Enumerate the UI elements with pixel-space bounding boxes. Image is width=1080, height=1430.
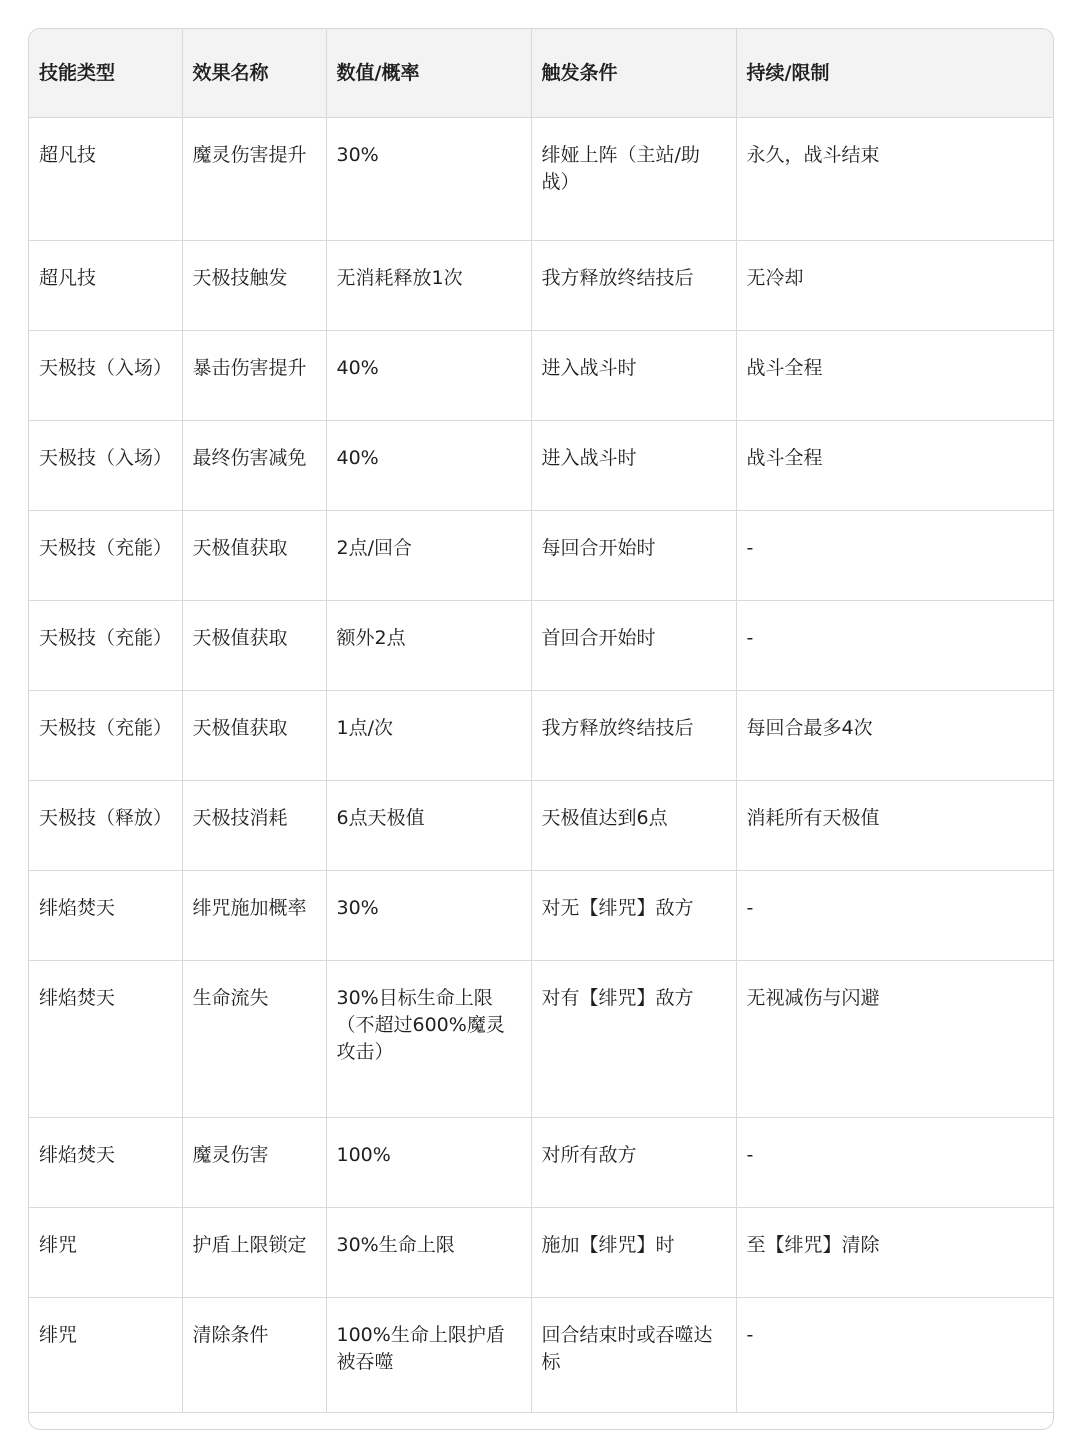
cell-trigger: 绯娅上阵（主站/助战） (531, 118, 736, 241)
cell-trigger: 我方释放终结技后 (531, 691, 736, 781)
cell-trigger: 施加【绯咒】时 (531, 1208, 736, 1298)
cell-value: 40% (326, 421, 531, 511)
cell-effect-name: 绯咒施加概率 (182, 871, 326, 961)
cell-effect-name: 生命流失 (182, 961, 326, 1118)
cell-duration: 消耗所有天极值 (736, 781, 1053, 871)
cell-effect-name: 魔灵伤害 (182, 1118, 326, 1208)
cell-skill-type: 天极技（入场） (29, 331, 182, 421)
cell-skill-type: 超凡技 (29, 241, 182, 331)
cell-trigger: 首回合开始时 (531, 601, 736, 691)
cell-duration: 每回合最多4次 (736, 691, 1053, 781)
cell-effect-name: 天极值获取 (182, 691, 326, 781)
cell-value: 30% (326, 118, 531, 241)
cell-effect-name: 天极技消耗 (182, 781, 326, 871)
cell-value: 30%生命上限 (326, 1208, 531, 1298)
table-row (29, 1298, 1053, 1413)
header-trigger: 触发条件 (531, 29, 736, 118)
cell-duration: - (736, 1118, 1053, 1208)
cell-duration: - (736, 601, 1053, 691)
header-duration-limit: 持续/限制 (736, 29, 1053, 118)
cell-skill-type: 天极技（充能） (29, 691, 182, 781)
cell-skill-type: 绯焰焚天 (29, 871, 182, 961)
cell-trigger: 每回合开始时 (531, 511, 736, 601)
cell-value: 额外2点 (326, 601, 531, 691)
header-skill-type: 技能类型 (29, 29, 182, 118)
table-row (29, 331, 1053, 421)
skill-table-container (28, 28, 1054, 1430)
table-row (29, 511, 1053, 601)
table-row (29, 118, 1053, 241)
cell-trigger: 天极值达到6点 (531, 781, 736, 871)
cell-skill-type: 天极技（充能） (29, 511, 182, 601)
cell-trigger: 进入战斗时 (531, 421, 736, 511)
cell-skill-type: 天极技（释放） (29, 781, 182, 871)
skill-effects-table (29, 29, 1053, 1413)
cell-value: 无消耗释放1次 (326, 241, 531, 331)
cell-value: 100% (326, 1118, 531, 1208)
cell-effect-name: 天极值获取 (182, 511, 326, 601)
header-value-rate: 数值/概率 (326, 29, 531, 118)
cell-value: 6点天极值 (326, 781, 531, 871)
cell-value: 100%生命上限护盾被吞噬 (326, 1298, 531, 1413)
cell-effect-name: 天极技触发 (182, 241, 326, 331)
cell-skill-type: 绯焰焚天 (29, 1118, 182, 1208)
cell-duration: 无视减伤与闪避 (736, 961, 1053, 1118)
cell-value: 1点/次 (326, 691, 531, 781)
cell-value: 30% (326, 871, 531, 961)
cell-duration: 永久，战斗结束 (736, 118, 1053, 241)
cell-trigger: 进入战斗时 (531, 331, 736, 421)
cell-trigger: 对所有敌方 (531, 1118, 736, 1208)
cell-effect-name: 暴击伤害提升 (182, 331, 326, 421)
cell-duration: 战斗全程 (736, 421, 1053, 511)
header-effect-name: 效果名称 (182, 29, 326, 118)
table-row (29, 421, 1053, 511)
cell-skill-type: 天极技（入场） (29, 421, 182, 511)
cell-trigger: 对无【绯咒】敌方 (531, 871, 736, 961)
cell-duration: 至【绯咒】清除 (736, 1208, 1053, 1298)
cell-skill-type: 绯咒 (29, 1208, 182, 1298)
cell-effect-name: 清除条件 (182, 1298, 326, 1413)
table-row (29, 871, 1053, 961)
cell-skill-type: 超凡技 (29, 118, 182, 241)
cell-trigger: 我方释放终结技后 (531, 241, 736, 331)
table-row (29, 601, 1053, 691)
cell-trigger: 回合结束时或吞噬达标 (531, 1298, 736, 1413)
cell-trigger: 对有【绯咒】敌方 (531, 961, 736, 1118)
cell-duration: - (736, 871, 1053, 961)
cell-skill-type: 绯焰焚天 (29, 961, 182, 1118)
table-row (29, 691, 1053, 781)
cell-duration: 无冷却 (736, 241, 1053, 331)
table-row (29, 1118, 1053, 1208)
cell-value: 40% (326, 331, 531, 421)
table-row (29, 1208, 1053, 1298)
table-row (29, 781, 1053, 871)
cell-duration: - (736, 511, 1053, 601)
table-row (29, 961, 1053, 1118)
table-row (29, 241, 1053, 331)
cell-skill-type: 天极技（充能） (29, 601, 182, 691)
cell-duration: 战斗全程 (736, 331, 1053, 421)
cell-duration: - (736, 1298, 1053, 1413)
cell-value: 30%目标生命上限（不超过600%魔灵攻击） (326, 961, 531, 1118)
cell-effect-name: 护盾上限锁定 (182, 1208, 326, 1298)
cell-value: 2点/回合 (326, 511, 531, 601)
cell-effect-name: 天极值获取 (182, 601, 326, 691)
cell-effect-name: 最终伤害减免 (182, 421, 326, 511)
cell-effect-name: 魔灵伤害提升 (182, 118, 326, 241)
cell-skill-type: 绯咒 (29, 1298, 182, 1413)
table-header-row (29, 29, 1053, 118)
